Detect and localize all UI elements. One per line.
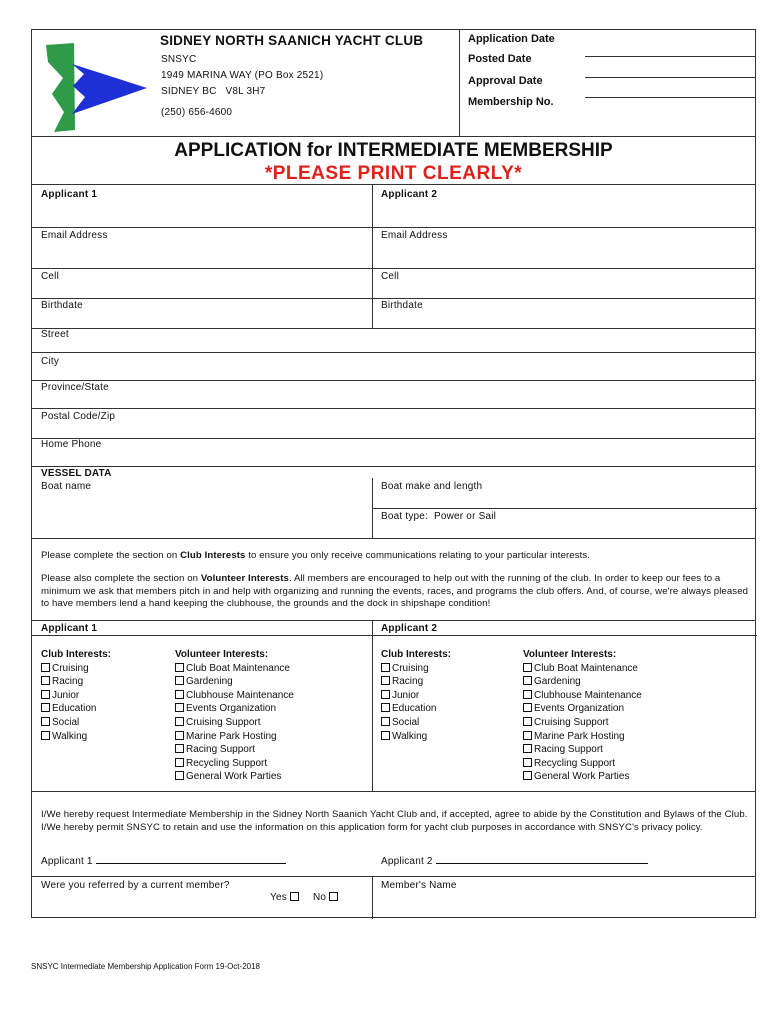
checkbox-item[interactable]: Racing Support — [175, 743, 294, 757]
checkbox[interactable] — [41, 717, 50, 726]
checkbox-item[interactable]: Club Boat Maintenance — [523, 662, 642, 676]
club-interests-instruction: Please complete the section on Club Interests to ensure you only receive communications relating to your particular interests. — [41, 550, 591, 561]
checkbox[interactable] — [381, 690, 390, 699]
checkbox[interactable] — [175, 717, 184, 726]
checkbox-item[interactable]: Walking — [41, 730, 111, 744]
checkbox[interactable] — [381, 663, 390, 672]
checkbox-item[interactable]: Education — [381, 702, 451, 716]
city-field[interactable]: City — [41, 356, 60, 367]
interests-applicant2-heading: Applicant 2 — [381, 623, 438, 634]
postal-code-field[interactable]: Postal Code/Zip — [41, 411, 116, 422]
checkbox-item[interactable]: Cruising Support — [523, 716, 642, 730]
street-field[interactable]: Street — [41, 329, 69, 340]
checkbox-item[interactable]: Gardening — [523, 675, 642, 689]
checkbox[interactable] — [175, 744, 184, 753]
checkbox[interactable] — [523, 731, 532, 740]
application-form — [31, 29, 756, 918]
checkbox[interactable] — [175, 663, 184, 672]
applicant2-signature[interactable]: Applicant 2 — [381, 856, 648, 867]
applicant2-name-field[interactable]: Applicant 2 — [381, 189, 438, 200]
checkbox-item[interactable]: General Work Parties — [523, 770, 642, 784]
checkbox[interactable] — [523, 676, 532, 685]
checkbox[interactable] — [175, 758, 184, 767]
checkbox[interactable] — [381, 717, 390, 726]
club-interests-heading: Club Interests: — [381, 649, 452, 660]
checkbox[interactable] — [523, 690, 532, 699]
club-address-line2: SIDNEY BC V8L 3H7 — [161, 86, 266, 97]
referring-member-name-field[interactable]: Member's Name — [381, 880, 457, 891]
checkbox-item[interactable]: Walking — [381, 730, 451, 744]
form-footer: SNSYC Intermediate Membership Application Form 19-Oct-2018 — [31, 962, 260, 971]
posted-date-label: Posted Date — [468, 53, 532, 65]
checkbox-item[interactable]: General Work Parties — [175, 770, 294, 784]
applicant2-birthdate-field[interactable]: Birthdate — [381, 300, 423, 311]
application-date-label: Application Date — [468, 33, 555, 45]
checkbox-item[interactable]: Junior — [381, 689, 451, 703]
volunteer-interests-heading: Volunteer Interests: — [175, 649, 269, 660]
boat-name-field[interactable]: Boat name — [41, 481, 92, 492]
vessel-data-heading: VESSEL DATA — [41, 468, 112, 479]
applicant1-club-interests — [41, 648, 111, 743]
referral-no-option[interactable]: No — [313, 892, 340, 903]
applicant1-email-field[interactable]: Email Address — [41, 230, 108, 241]
checkbox[interactable] — [41, 676, 50, 685]
checkbox[interactable] — [523, 663, 532, 672]
checkbox[interactable] — [41, 703, 50, 712]
posted-date-line[interactable] — [585, 56, 755, 57]
club-interests-heading: Club Interests: — [41, 649, 112, 660]
club-burgee-logo — [42, 42, 152, 134]
checkbox-item[interactable]: Cruising — [381, 662, 451, 676]
interests-applicant1-heading: Applicant 1 — [41, 623, 98, 634]
applicant2-email-field[interactable]: Email Address — [381, 230, 448, 241]
home-phone-field[interactable]: Home Phone — [41, 439, 102, 450]
checkbox-item[interactable]: Clubhouse Maintenance — [523, 689, 642, 703]
checkbox[interactable] — [523, 717, 532, 726]
membership-no-line[interactable] — [585, 97, 755, 98]
checkbox[interactable] — [175, 703, 184, 712]
checkbox-item[interactable]: Junior — [41, 689, 111, 703]
checkbox-item[interactable]: Events Organization — [523, 702, 642, 716]
approval-date-line[interactable] — [585, 77, 755, 78]
checkbox[interactable] — [175, 731, 184, 740]
applicant1-name-field[interactable]: Applicant 1 — [41, 189, 98, 200]
checkbox-item[interactable]: Marine Park Hosting — [175, 730, 294, 744]
form-title: APPLICATION for INTERMEDIATE MEMBERSHIP — [174, 140, 613, 161]
checkbox[interactable] — [523, 758, 532, 767]
checkbox[interactable] — [175, 690, 184, 699]
checkbox-item[interactable]: Club Boat Maintenance — [175, 662, 294, 676]
checkbox-item[interactable]: Recycling Support — [523, 757, 642, 771]
checkbox-item[interactable]: Gardening — [175, 675, 294, 689]
approval-date-label: Approval Date — [468, 75, 543, 87]
referral-question: Were you referred by a current member? — [41, 880, 230, 891]
checkbox[interactable] — [381, 703, 390, 712]
checkbox-item[interactable]: Social — [381, 716, 451, 730]
checkbox[interactable] — [175, 676, 184, 685]
club-name: SIDNEY NORTH SAANICH YACHT CLUB — [160, 33, 424, 48]
membership-agreement-text: I/We hereby request Intermediate Membership in the Sidney North Saanich Yacht Club and, if accepted, agree to abide by the Constitution and Bylaws of the Club. I/We hereby permit SNSYC to retain and use the information on this application form for yacht club purposes in accordance with SNSYC's privacy policy. — [41, 809, 748, 833]
applicant1-volunteer-interests — [175, 648, 294, 784]
checkbox-item[interactable]: Racing — [41, 675, 111, 689]
checkbox[interactable] — [41, 690, 50, 699]
checkbox-item[interactable]: Clubhouse Maintenance — [175, 689, 294, 703]
checkbox[interactable] — [381, 676, 390, 685]
applicant1-birthdate-field[interactable]: Birthdate — [41, 300, 83, 311]
boat-make-field[interactable]: Boat make and length — [381, 481, 483, 492]
checkbox[interactable] — [523, 703, 532, 712]
membership-no-label: Membership No. — [468, 96, 554, 108]
checkbox-item[interactable]: Racing Support — [523, 743, 642, 757]
checkbox-item[interactable]: Events Organization — [175, 702, 294, 716]
applicant2-volunteer-interests — [523, 648, 642, 784]
checkbox[interactable] — [523, 771, 532, 780]
checkbox[interactable] — [381, 731, 390, 740]
yes-checkbox[interactable] — [290, 892, 299, 901]
checkbox-item[interactable]: Cruising — [41, 662, 111, 676]
boat-type-field[interactable]: Boat type: Power or Sail — [381, 511, 497, 522]
checkbox-item[interactable]: Education — [41, 702, 111, 716]
checkbox[interactable] — [41, 663, 50, 672]
checkbox-item[interactable]: Marine Park Hosting — [523, 730, 642, 744]
checkbox-item[interactable]: Social — [41, 716, 111, 730]
applicant1-cell-field[interactable]: Cell — [41, 271, 60, 282]
print-clearly-notice: *PLEASE PRINT CLEARLY* — [264, 163, 523, 184]
club-abbrev: SNSYC — [161, 54, 197, 65]
province-field[interactable]: Province/State — [41, 382, 109, 393]
checkbox-item[interactable]: Cruising Support — [175, 716, 294, 730]
checkbox-item[interactable]: Recycling Support — [175, 757, 294, 771]
club-address-line1: 1949 MARINA WAY (PO Box 2521) — [161, 70, 324, 81]
no-checkbox[interactable] — [329, 892, 338, 901]
applicant1-signature[interactable]: Applicant 1 — [41, 856, 286, 867]
applicant2-cell-field[interactable]: Cell — [381, 271, 400, 282]
volunteer-interests-heading: Volunteer Interests: — [523, 649, 617, 660]
referral-yes-option[interactable]: Yes — [270, 892, 301, 903]
checkbox[interactable] — [41, 731, 50, 740]
checkbox[interactable] — [523, 744, 532, 753]
applicant2-club-interests — [381, 648, 451, 743]
club-phone: (250) 656-4600 — [161, 107, 233, 118]
checkbox-item[interactable]: Racing — [381, 675, 451, 689]
volunteer-interests-instruction: Please also complete the section on Volunteer Interests. All members are encouraged to help out with the running of the club. In order to keep our fees to a minimum we ask that members pitch in and help with organizing and running the events, races, and programs the club offers. And, of course, we're always pleased to have members lend a hand keeping the clubhouse, the grounds and the dock in shipshape condition! — [41, 573, 749, 609]
checkbox[interactable] — [175, 771, 184, 780]
